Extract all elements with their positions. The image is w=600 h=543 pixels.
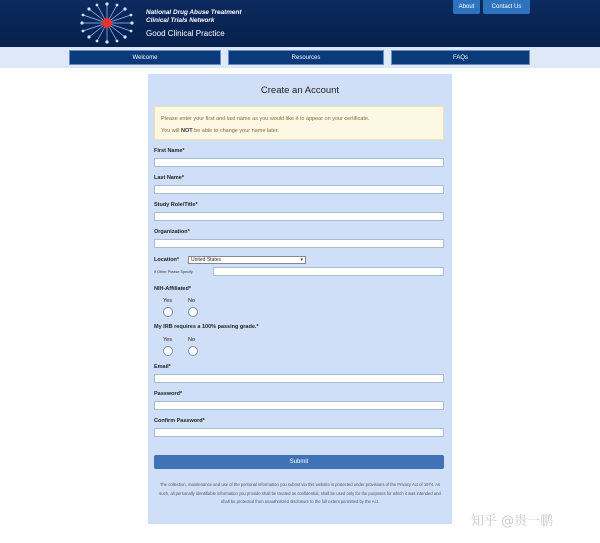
organization-input[interactable] [154,239,444,248]
irb-no-label: No [188,337,196,343]
last-name-input[interactable] [154,185,444,194]
email-input[interactable] [154,374,444,383]
confirm-password-label: Confirm Password* [154,418,205,424]
confirm-password-input[interactable] [154,428,444,437]
password-label: Password* [154,391,183,397]
location-label: Location* [154,257,180,263]
nih-no-label: No [188,298,196,304]
network-star-logo-icon[interactable] [76,2,138,44]
site-header [0,0,600,47]
notice-line-2: You will NOT be able to change your name later. [161,128,279,134]
form-title: Create an Account [260,85,340,96]
nav-faqs-button[interactable]: FAQs [391,50,530,65]
nih-affiliated-label: NIH-Affiliated* [154,286,191,292]
nih-yes-radio[interactable] [163,307,173,317]
irb-yes-label: Yes [163,337,172,343]
org-name-line2: Clinical Trials Network [146,16,215,24]
chevron-down-icon: ▾ [300,257,303,263]
organization-label: Organization* [154,229,190,235]
irb-passing-grade-label: My IRB requires a 100% passing grade.* [154,324,259,330]
about-link[interactable]: About [453,0,480,14]
submit-button[interactable]: Submit [154,455,444,469]
name-notice-alert [154,106,444,140]
notice-emphasis: NOT [180,128,193,134]
first-name-label: First Name* [154,148,185,154]
nih-yes-label: Yes [163,298,172,304]
other-location-input[interactable] [213,267,444,276]
create-account-form [148,74,452,524]
location-select[interactable] [188,256,306,264]
contact-us-link[interactable]: Contact Us [483,0,530,14]
study-role-input[interactable] [154,212,444,221]
irb-yes-radio[interactable] [163,346,173,356]
other-specify-label: If Other Please Specify [154,270,193,274]
study-role-label: Study Role/Title* [154,202,198,208]
password-input[interactable] [154,401,444,410]
privacy-disclaimer: The collection, maintenance and use of the personal information you submit via this website is protected under provisions of the Privacy Act of 1974. As such, all personally identifiable information you provide shall be treated as confidential, shall be used only for the purposes for which it was intended and shall be protected from unauthorized disclosure to the full extent permitted by the Act. [159,482,441,504]
nih-no-radio[interactable] [188,307,198,317]
location-selected-value: United States [191,257,222,263]
last-name-label: Last Name* [154,175,184,181]
watermark-text: 知乎 @贵一鹏 [471,514,554,529]
irb-no-radio[interactable] [188,346,198,356]
nav-welcome-button[interactable]: Welcome [69,50,221,65]
email-label: Email* [154,364,171,370]
first-name-input[interactable] [154,158,444,167]
nav-resources-button[interactable]: Resources [228,50,384,65]
notice-line-1: Please enter your first and last name as you would like it to appear on your certificate. [161,116,370,122]
org-name-line1: National Drug Abuse Treatment [146,9,242,16]
organization-name [146,9,276,24]
site-title: Good Clinical Practice [146,29,225,38]
